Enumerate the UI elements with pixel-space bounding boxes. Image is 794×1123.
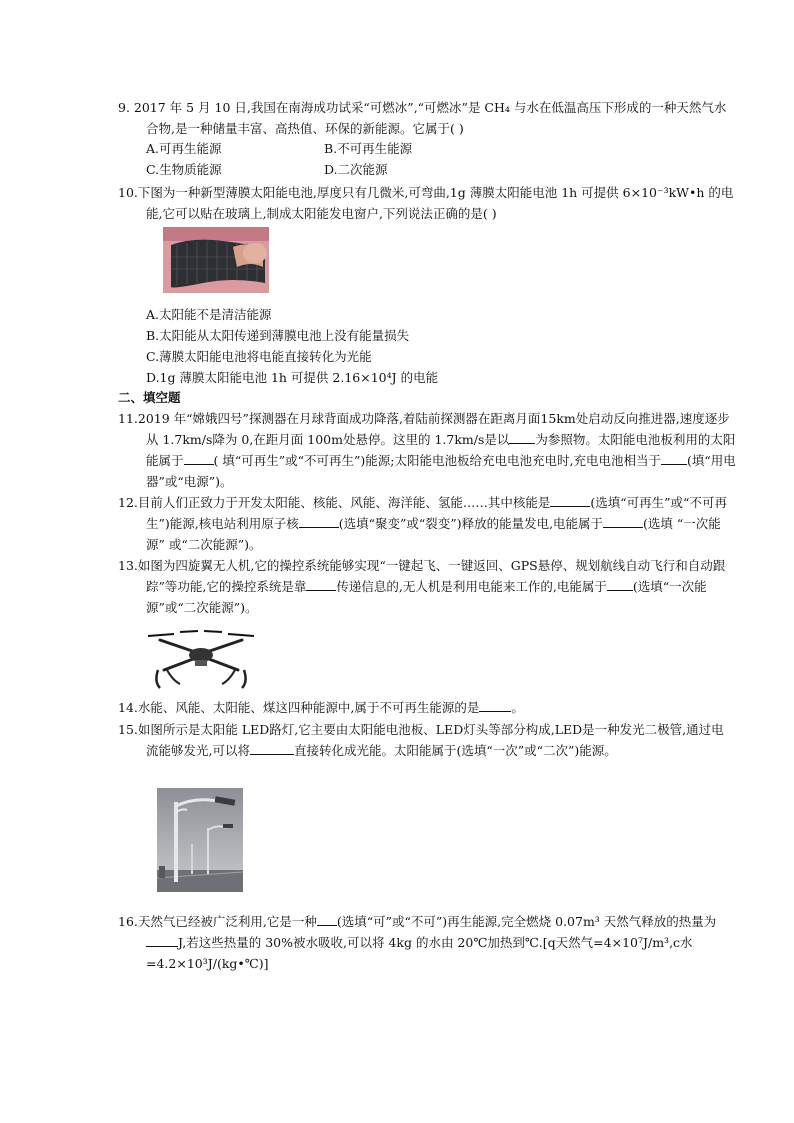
q13-blank-2[interactable] (607, 577, 633, 591)
q12-text-1: 12.目前人们正致力于开发太阳能、核能、风能、海洋能、氢能……其中核能是 (118, 495, 551, 510)
q11-text-2: 为参照物。太阳能电池板利用的太阳能属于 (146, 432, 736, 468)
q16-blank-2[interactable] (146, 933, 178, 947)
q16-text-2: (选填“可”或“不可”)再生能源,完全燃烧 0.07m³ 天然气释放的热量为 (336, 914, 717, 929)
q11-text-3: ( 填“可再生”或“不可再生”)能源;太阳能电池板给充电电池充电时,充电电池相当于 (213, 453, 661, 468)
q11-blank-2[interactable] (184, 451, 214, 465)
q10-option-d: D.1g 薄膜太阳能电池 1h 可提供 2.16×10⁴J 的电能 (146, 370, 439, 385)
q16-text-3: J,若这些热量的 30%被水吸收,可以将 4kg 的水由 20℃加热到 (178, 935, 525, 950)
quadcopter-drone-image (146, 622, 256, 690)
q9-option-b: B.不可再生能源 (324, 141, 413, 156)
q11-text-4: (填“用电器”或“电源”)。 (146, 453, 736, 489)
q16-text-1: 16.天然气已经被广泛利用,它是一种 (118, 914, 317, 929)
q12-text-4: (选填 “一次能源” 或“二次能源”)。 (146, 516, 721, 552)
q9-option-a: A.可再生能源 (146, 141, 222, 156)
q9-option-c: C.生物质能源 (146, 162, 222, 177)
q9-option-d: D.二次能源 (324, 162, 388, 177)
question-10-stem: 10.下图为一种新型薄膜太阳能电池,厚度只有几微米,可弯曲,1g 薄膜太阳能电池 1h 可提供 6×10⁻³kW•h 的电能,它可以贴在玻璃上,制成太阳能发电窗户,下列说法正确的是( ) (118, 185, 734, 221)
q12-text-2: (选填“可再生”或“不可再生”)能源,核电站利用原子核 (146, 495, 727, 531)
q14-text-1: 14.水能、风能、太阳能、煤这四种能源中,属于不可再生能源的是 (118, 700, 480, 715)
q11-blank-1[interactable] (509, 430, 535, 444)
q15-text-1: 15.如图所示是太阳能 LED路灯,它主要由太阳能电池板、LED灯头等部分构成,LED是一种发光二极管,通过电流能够发光,可以将 (118, 722, 724, 758)
question-16 (118, 911, 736, 974)
q13-text-2: 传递信息的,无人机是利用电能来工作的,电能属于 (336, 579, 607, 594)
section-heading-fill-in: 二、填空题 (118, 390, 181, 405)
q11-blank-3[interactable] (661, 451, 687, 465)
q15-blank-1[interactable] (250, 741, 294, 755)
q15-text-2: 直接转化成光能。太阳能属于(选填“一次”或“二次”)能源。 (293, 743, 617, 758)
q14-text-2: 。 (511, 700, 524, 715)
q13-blank-1[interactable] (306, 577, 336, 591)
q10-option-a: A.太阳能不是清洁能源 (146, 307, 272, 322)
q13-text-3: (选填“一次能源”或“二次能源”)。 (146, 579, 707, 615)
q16-blank-1[interactable] (317, 912, 337, 926)
q14-blank-1[interactable] (479, 698, 511, 712)
q13-text-1: 13.如图为四旋翼无人机,它的操控系统能够实现“一键起飞、一键返回、GPS悬停、规划航线自动飞行和自动跟踪”等功能,它的操控系统是靠 (118, 558, 726, 594)
question-9-stem: 9. 2017 年 5 月 10 日,我国在南海成功试采“可燃冰”,“可燃冰”是 CH₄ 与水在低温高压下形成的一种天然气水合物,是一种储量丰富、高热值、环保的新能源。它属于( ) (118, 100, 727, 136)
q10-option-c: C.薄膜太阳能电池将电能直接转化为光能 (146, 349, 372, 364)
q16-text-4: ℃.[q天然气=4×10⁷J/m³,c水=4.2×10³J/(kg•℃)] (146, 935, 693, 971)
question-15 (118, 719, 736, 761)
question-13 (118, 555, 736, 618)
q12-text-3: (选填“聚变”或“裂变”)释放的能量发电,电能属于 (338, 516, 604, 531)
question-11 (118, 408, 736, 492)
solar-led-street-light-image (157, 788, 243, 892)
q11-text-1: 11.2019 年“嫦娥四号”探测器在月球背面成功降落,着陆前探测器在距离月面15km处启动反向推进器,速度逐步从 1.7km/s降为 0,在距月面 100m处悬停。这里的 1.7km/s是以 (118, 411, 730, 447)
question-14 (118, 697, 736, 718)
q12-blank-3[interactable] (603, 514, 643, 528)
q10-option-b: B.太阳能从太阳传递到薄膜电池上没有能量损失 (146, 328, 410, 343)
q12-blank-1[interactable] (550, 493, 590, 507)
question-12 (118, 492, 736, 555)
thin-film-solar-cell-image (163, 227, 269, 293)
q12-blank-2[interactable] (299, 514, 339, 528)
